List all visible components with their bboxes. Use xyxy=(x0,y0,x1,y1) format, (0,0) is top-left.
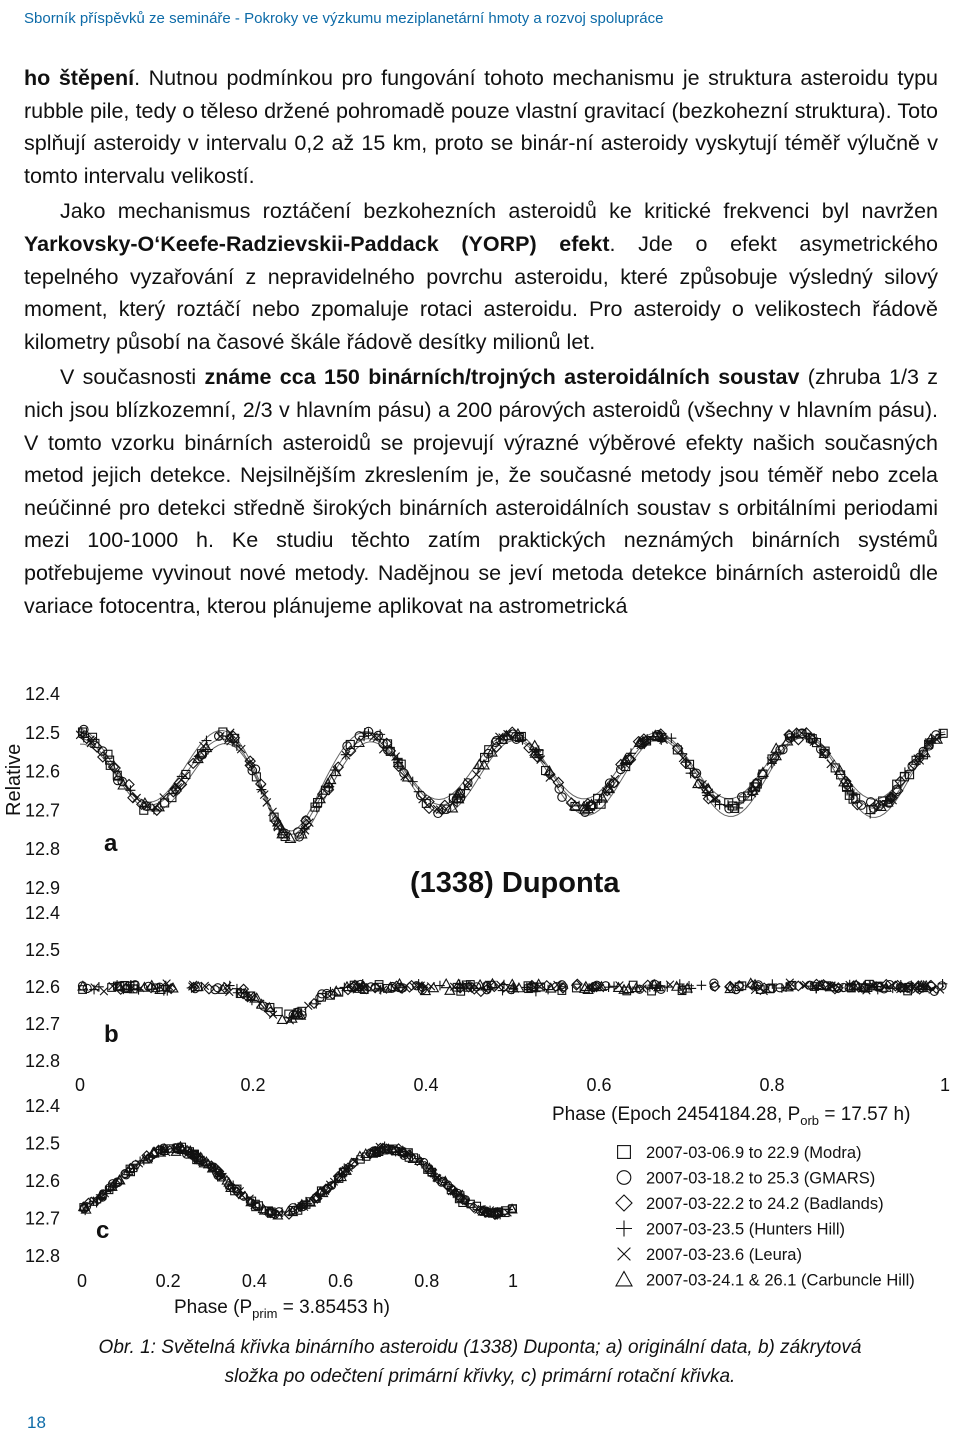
x-tick-label: 0.6 xyxy=(328,1271,354,1291)
paragraph xyxy=(24,361,938,622)
plot-area xyxy=(80,694,945,888)
legend-label: 2007-03-23.6 (Leura) xyxy=(646,1246,802,1264)
x-tick-label: 0 xyxy=(76,1271,88,1291)
y-tick-label: 12.6 xyxy=(25,977,61,997)
y-tick-label: 12.7 xyxy=(25,800,61,821)
panel-label: a xyxy=(104,830,118,857)
x-label-main: Phase (Epoch 2454184.28, P xyxy=(552,1104,801,1125)
y-tick-label: 12.8 xyxy=(25,1246,61,1266)
running-header: Sborník příspěvků ze semináře - Pokroky ve výzkumu meziplanetární hmoty a rozvoj spolupráce xyxy=(24,10,664,27)
bold-run: ho štěpení xyxy=(24,66,135,90)
chart-title: (1338) Duponta xyxy=(410,867,620,899)
y-tick-label: 12.4 xyxy=(25,684,61,704)
bold-run: Yarkovsky-O‘Keefe-Radzievskii-Paddack (YORP) efekt xyxy=(24,231,610,256)
caption-line-2: složka po odečtení primární křivky, c) primární rotační křivka. xyxy=(224,1366,736,1387)
legend-label: 2007-03-22.2 to 24.2 (Badlands) xyxy=(646,1195,884,1213)
legend-label: 2007-03-23.5 (Hunters Hill) xyxy=(646,1220,846,1239)
y-axis-label: Relative xyxy=(3,743,25,816)
y-tick-label: 12.5 xyxy=(25,722,61,743)
x-tick-label: 0 xyxy=(74,1075,86,1095)
data-point xyxy=(710,797,720,807)
x-axis-label xyxy=(552,1104,910,1128)
y-tick-label: 12.8 xyxy=(25,839,61,860)
y-tick-label: 12.4 xyxy=(25,1096,61,1116)
article-body xyxy=(24,62,938,625)
figure-caption xyxy=(14,1333,946,1391)
panel-a-plot xyxy=(3,684,947,899)
legend-entry xyxy=(616,1221,845,1239)
legend-label: 2007-03-18.2 to 25.3 (GMARS) xyxy=(646,1169,876,1188)
y-tick-label: 12.7 xyxy=(25,1014,61,1034)
data-point xyxy=(277,1015,287,1024)
x-tick-label: 0.4 xyxy=(241,1271,267,1291)
y-tick-label: 12.5 xyxy=(25,940,61,960)
x-axis-label xyxy=(174,1297,390,1321)
panel-b-plot xyxy=(25,903,950,1128)
y-tick-label: 12.5 xyxy=(25,1133,61,1154)
legend-label: 2007-03-06.9 to 22.9 (Modra) xyxy=(646,1144,862,1162)
x-tick-label: 0.8 xyxy=(759,1075,785,1095)
data-point xyxy=(697,980,707,990)
data-point xyxy=(682,983,692,992)
data-point xyxy=(616,1272,632,1286)
text-run: (zhruba 1/3 z nich jsou blízkozemní, 2/3 v hlavním pásu) a 200 párových asteroidů (všechny v hlavním pásu). V tomto vzorku binárních asteroidů se projevují výrazné výběrové efekty našich současných metod jejich detekce. Nejsilnějším zkreslením je, že současné metody jsou téměř nebo zcela neúčinné pro detekci středně širokých binárních asteroidálních soustav s orbitálními periodami mezi 100-1000 h. Ke studiu těchto zatím praktických neznámých binárních systémů potřebujeme vyvinout nové metody. Nadějnou se jeví metoda detekce binárních asteroidů dle variace fotocentra, kterou plánujeme aplikovat na astrometrická xyxy=(24,365,938,618)
x-label-sub: prim xyxy=(252,1306,278,1321)
x-tick-label: 1 xyxy=(939,1075,951,1095)
data-point xyxy=(618,1248,631,1261)
symbol-legend xyxy=(616,1144,915,1290)
data-point xyxy=(617,1171,631,1185)
x-tick-label: 0.8 xyxy=(414,1271,440,1291)
data-point xyxy=(472,771,480,779)
legend-entry xyxy=(616,1195,884,1213)
data-point xyxy=(91,984,99,992)
data-point xyxy=(424,803,434,813)
text-run: . Jde o efekt asymetrického tepelného vyzařování z nepravidelného povrchu asteroidu, které způsobuje výsledný silový moment, který roztáčí nebo zpomaluje rotaci asteroidu. Pro asteroidy o velikostech řádově kilometry působí na časové škále řádově desítky milionů let. xyxy=(24,231,938,354)
panel-label: b xyxy=(104,1021,119,1048)
paragraph xyxy=(24,195,938,358)
x-tick-label: 0.2 xyxy=(155,1271,181,1291)
data-point xyxy=(100,987,108,995)
x-label-main: Phase (P xyxy=(174,1297,253,1318)
y-tick-label: 12.6 xyxy=(25,1171,61,1191)
legend-entry xyxy=(617,1170,875,1188)
text-run: . Nutnou podmínkou pro fungování tohoto mechanismu je struktura asteroidu typu rubble pile, tedy o těleso držené pohromadě pouze vlastní gravitací (bezkohezní struktura). Toto splňují asteroidy v intervalu 0,2 až 15 km, proto se binár-ní asteroidy vyskytují téměř výlučně v tomto intervalu velikostí. xyxy=(24,66,939,188)
x-tick-label: 0.2 xyxy=(240,1075,266,1095)
data-point xyxy=(616,1195,632,1211)
panel-label: c xyxy=(96,1217,110,1244)
y-tick-label: 12.7 xyxy=(25,1208,61,1229)
legend-entry xyxy=(618,1246,802,1264)
legend-entry xyxy=(616,1272,915,1290)
x-label-end: = 3.85453 h) xyxy=(277,1297,390,1318)
y-tick-label: 12.6 xyxy=(25,761,61,782)
x-label-end: = 17.57 h) xyxy=(819,1104,911,1125)
caption-line-1: Obr. 1: Světelná křivka binárního asteroidu (1338) Duponta; a) originální data, b) zákrytová xyxy=(98,1337,862,1358)
lightcurve-figure xyxy=(0,676,960,1326)
panel-c-plot xyxy=(25,1096,518,1321)
text-run: Jako mechanismus roztáčení bezkohezních asteroidů ke kritické frekvenci byl navržen xyxy=(60,199,938,224)
x-label-sub: orb xyxy=(800,1113,820,1128)
data-point xyxy=(211,986,219,994)
text-run: V současnosti xyxy=(60,365,205,390)
bold-run: známe cca 150 binárních/trojných asteroidálních soustav xyxy=(204,365,800,390)
data-point xyxy=(214,984,222,992)
y-tick-label: 12.8 xyxy=(25,1051,61,1071)
page-number: 18 xyxy=(27,1413,46,1432)
y-tick-label: 12.4 xyxy=(25,903,61,923)
legend-entry xyxy=(618,1144,862,1162)
x-tick-label: 0.4 xyxy=(413,1075,439,1095)
legend-label: 2007-03-24.1 & 26.1 (Carbuncle Hill) xyxy=(646,1271,915,1290)
data-point xyxy=(618,1146,631,1159)
x-tick-label: 0.6 xyxy=(586,1075,612,1095)
model-curve xyxy=(80,737,945,841)
x-tick-label: 1 xyxy=(507,1271,519,1291)
paragraph xyxy=(24,62,938,192)
data-point xyxy=(616,1221,632,1237)
y-tick-label: 12.9 xyxy=(25,878,61,898)
